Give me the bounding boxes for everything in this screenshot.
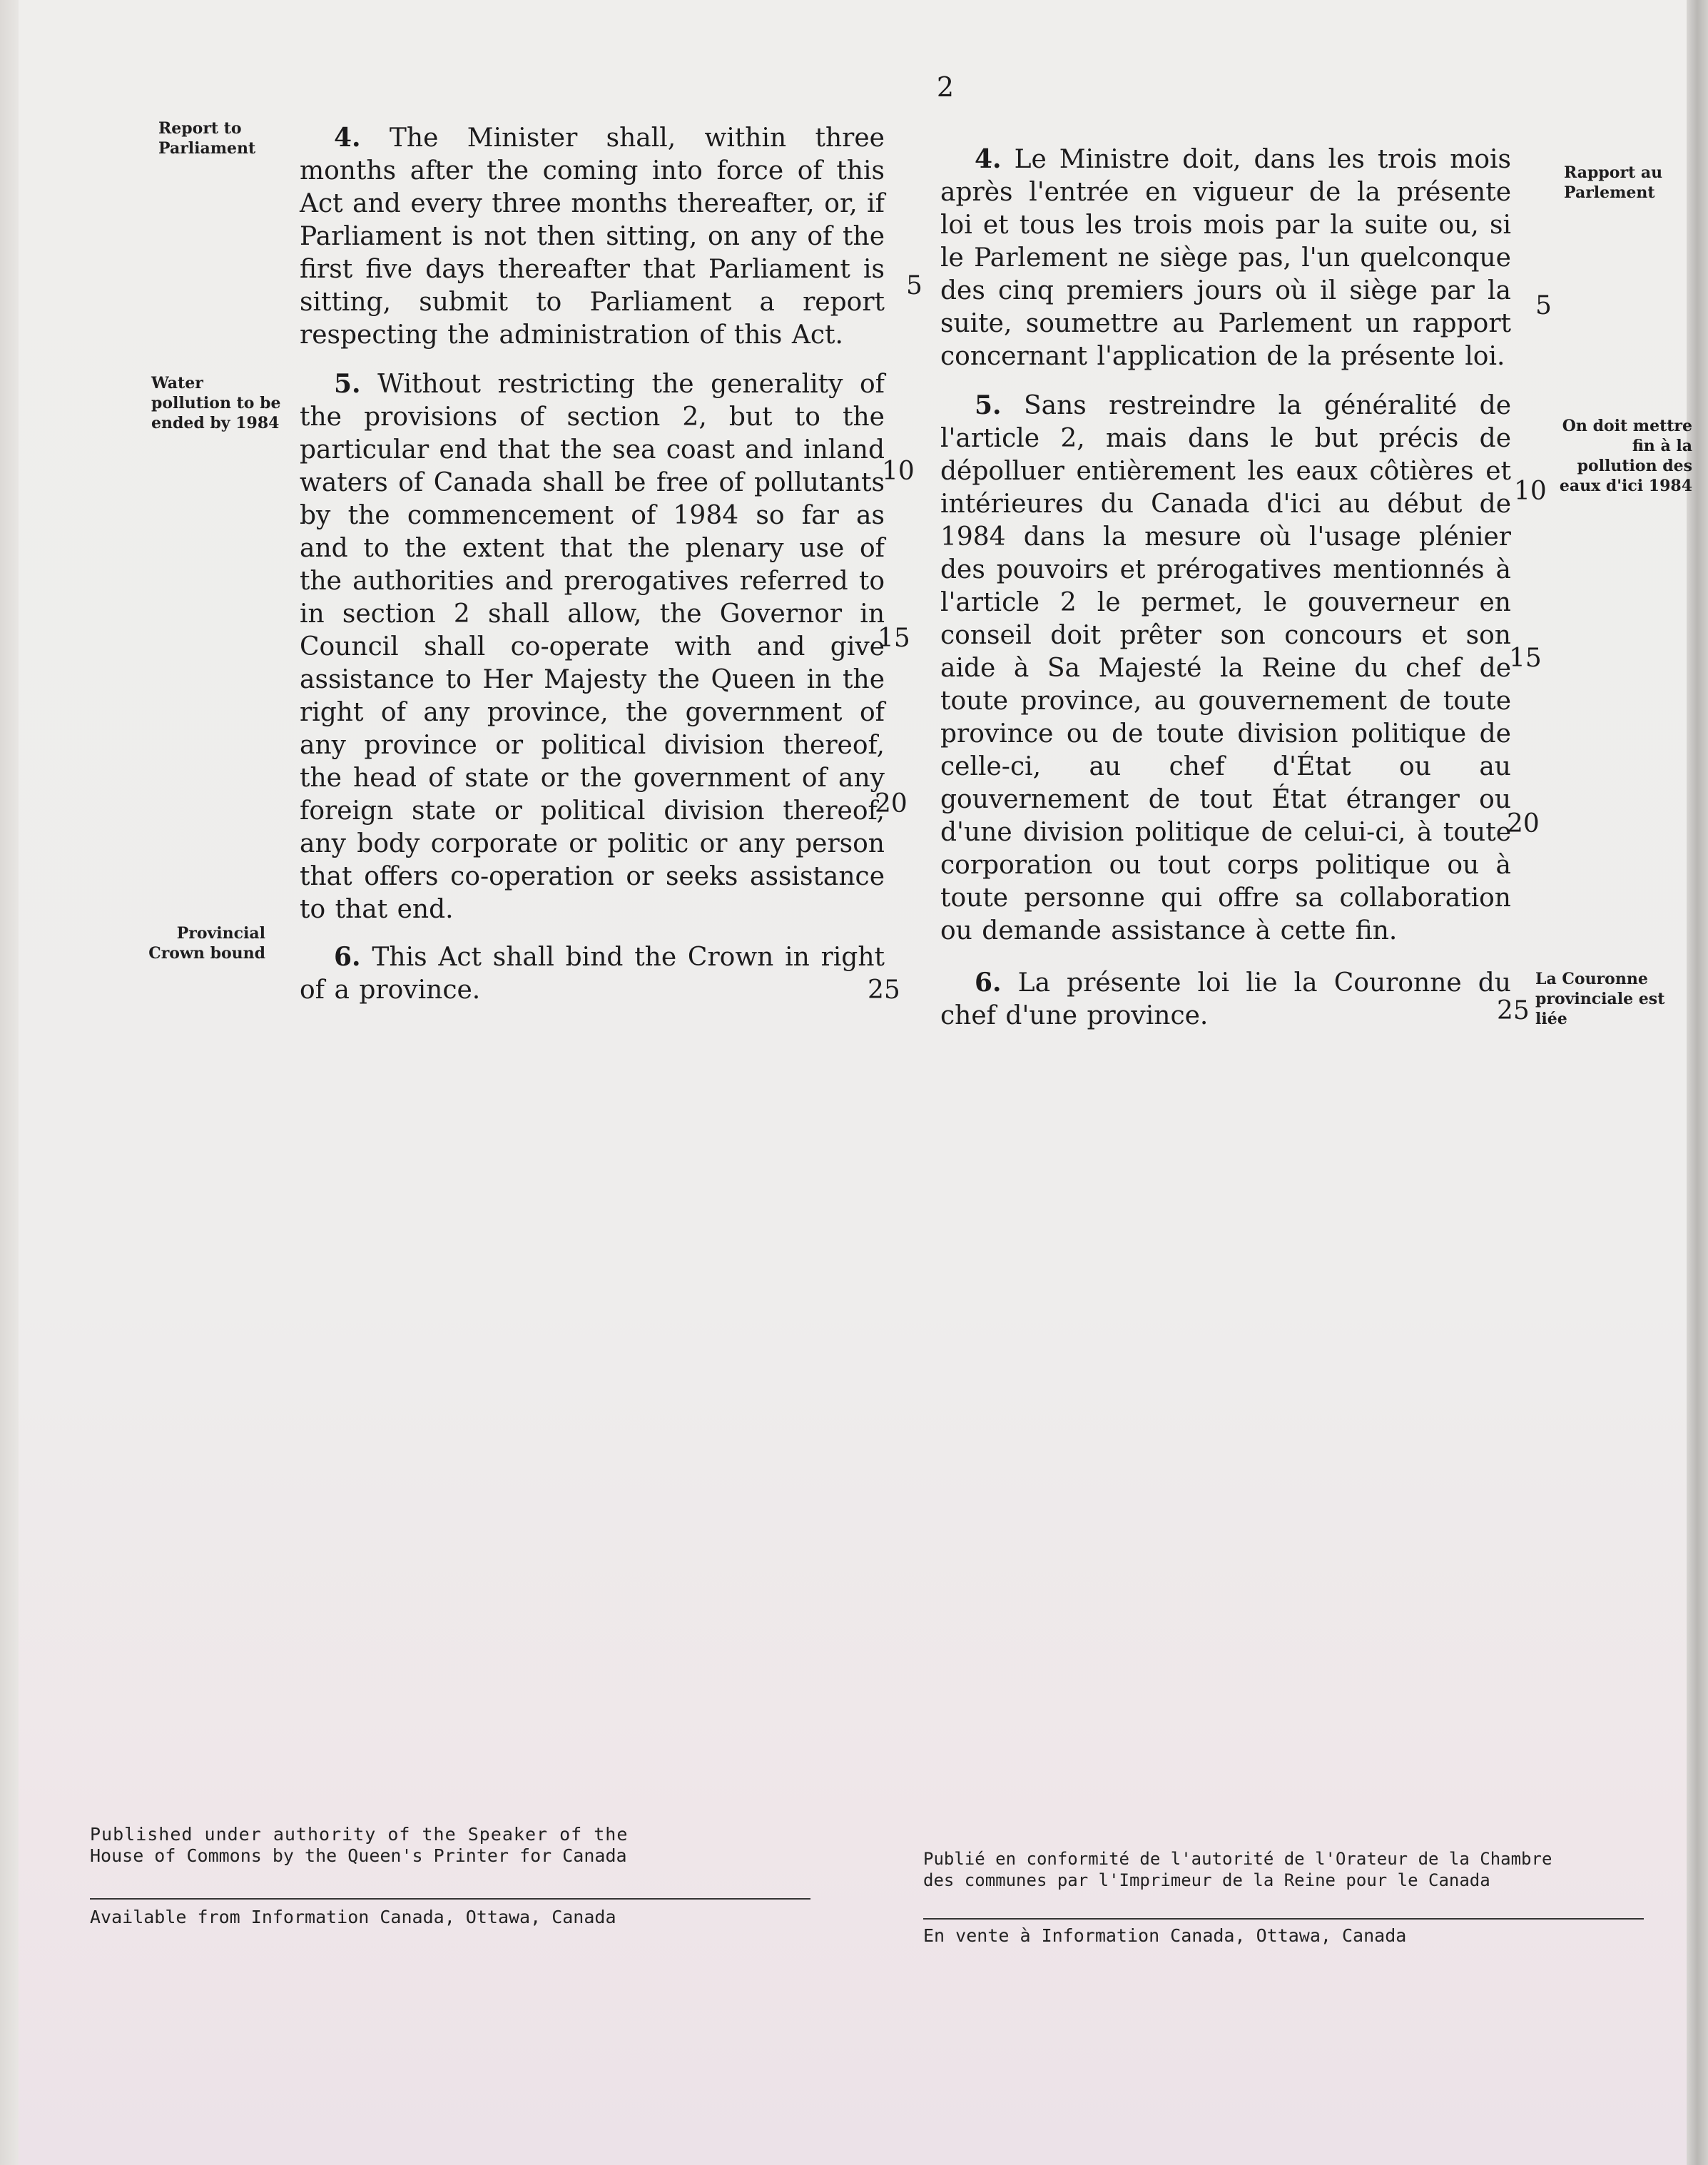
margin-note-water-pollution: Water pollution to be ended by 1984 — [151, 374, 281, 432]
footer-line: Publié en conformité de l'autorité de l'Orateur de la Chambre — [923, 1849, 1552, 1869]
line-number: 20 — [875, 789, 908, 818]
section-number: 5. — [334, 369, 361, 399]
section-number: 6. — [975, 968, 1002, 998]
line-number: 20 — [1507, 809, 1540, 838]
margin-note-report-to-parliament: Report to Parliament — [158, 119, 256, 158]
english-section-6 — [300, 940, 885, 1007]
line-number: 25 — [1497, 996, 1530, 1025]
footer-rule-french — [923, 1918, 1644, 1920]
footer-english — [90, 1824, 818, 1867]
line-number: 15 — [878, 624, 910, 653]
margin-note-provincial-crown: Provincial Crown bound — [148, 924, 265, 963]
page-number: 2 — [936, 71, 955, 103]
line-number: 25 — [868, 975, 900, 1005]
section-number: 4. — [334, 123, 361, 153]
footer-rule-english — [90, 1898, 810, 1900]
english-section-5 — [300, 367, 885, 926]
footer-french — [923, 1848, 1644, 1891]
line-number: 15 — [1509, 644, 1542, 673]
english-section-4 — [300, 121, 885, 352]
section-text: Without restricting the generality of the provisions of section 2, but to the particular end that the sea coast and inland waters of Canada shall be free of pollutants by the commencement of 1984 so far as and to the extent that the plenary use of the authorities and prerogatives referred to in section 2 shall allow, the Governor in Council shall co-operate with and give assistance to Her Majesty the Queen in the right of any province, the government of any province or political division thereof, the head of state or the government of any foreign state or political division thereof, any body corporate or politic or any person that offers co-operation or seeks assistance to that end. — [300, 370, 885, 924]
line-number: 10 — [1514, 477, 1547, 506]
page-left-edge — [0, 0, 19, 2165]
footer-line: des communes par l'Imprimeur de la Reine pour le Canada — [923, 1870, 1490, 1890]
page-right-edge — [1687, 0, 1708, 2165]
french-section-5 — [940, 389, 1511, 948]
section-text: La présente loi lie la Couronne du chef d'une province. — [940, 968, 1511, 1030]
section-text: Sans restreindre la généralité de l'article 2, mais dans le but précis de dépolluer entièrement les eaux côtières et intérieures du Canada d'ici au début de 1984 dans la mesure où l'usage plénier des pouvoirs et prérogatives mentionnés à l'article 2 le permet, le gouverneur en conseil doit prêter son concours et son aide à Sa Majesté la Reine du chef de toute province, au gouvernement de toute province ou de toute division politique de celle-ci, au chef d'État ou au gouvernement de tout État étranger ou d'une division politique de celui-ci, à toute corporation ou tout corps politique ou à toute personne qui offre sa collaboration ou demande assistance à cette fin. — [940, 391, 1511, 945]
section-number: 5. — [975, 390, 1002, 420]
french-section-4 — [940, 143, 1511, 373]
section-text: The Minister shall, within three months after the coming into force of this Act and every three months thereafter, or, if Parliament is not then sitting, on any of the first five days thereafter that Parliament is sitting, submit to Parliament a report respecting the administration of this Act. — [300, 123, 885, 350]
footer-french-availability: En vente à Information Canada, Ottawa, Canada — [923, 1925, 1407, 1946]
french-column — [940, 143, 1511, 1033]
section-number: 4. — [975, 144, 1002, 174]
english-column — [300, 121, 885, 1007]
footer-line: Published under authority of the Speaker of the — [90, 1824, 629, 1845]
footer-english-availability: Available from Information Canada, Ottawa, Canada — [90, 1907, 616, 1927]
french-section-6 — [940, 966, 1511, 1033]
margin-note-la-couronne: La Couronne provinciale est liée — [1535, 970, 1665, 1028]
line-number: 5 — [1535, 291, 1552, 320]
margin-note-on-doit-mettre-fin: On doit mettre fin à la pollution des eaux d'ici 1984 — [1559, 417, 1692, 495]
section-text: This Act shall bind the Crown in right of a province. — [300, 943, 885, 1005]
margin-note-rapport-au-parlement: Rapport au Parlement — [1564, 163, 1663, 202]
line-number: 10 — [882, 457, 915, 486]
line-number: 5 — [906, 271, 922, 300]
footer-line: House of Commons by the Queen's Printer for Canada — [90, 1845, 627, 1866]
section-text: Le Ministre doit, dans les trois mois après l'entrée en vigueur de la présente loi et tous les trois mois par la suite ou, si le Parlement ne siège pas, l'un quelconque des cinq premiers jours où il siège par la suite, soumettre au Parlement un rapport concernant l'application de la présente loi. — [940, 145, 1512, 371]
section-number: 6. — [334, 942, 361, 972]
